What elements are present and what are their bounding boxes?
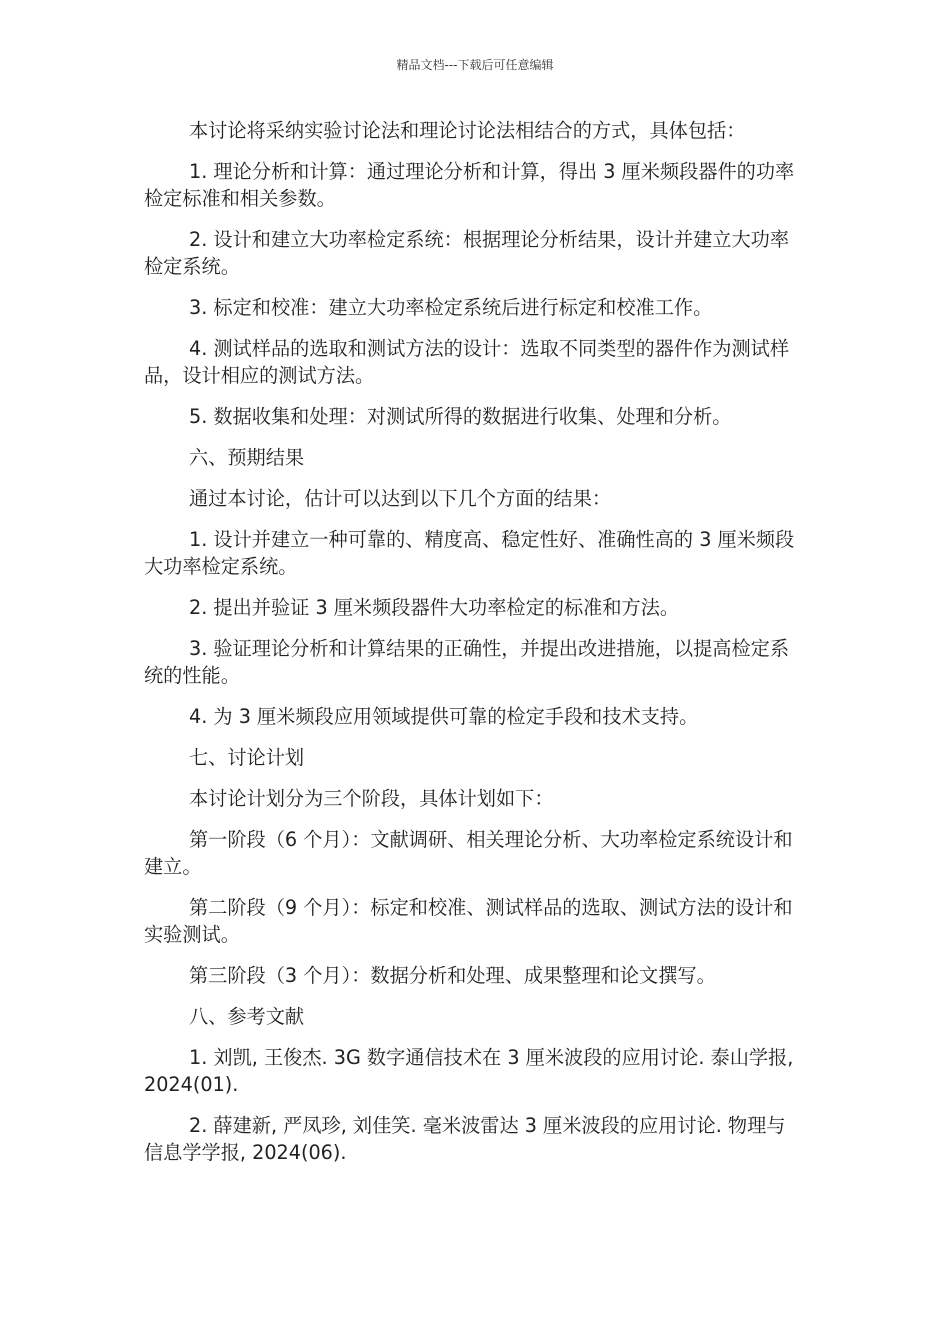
paragraph-plan-stage-1: 第一阶段（6 个月）：文献调研、相关理论分析、大功率检定系统设计和建立。 (144, 828, 793, 878)
document-body (144, 117, 804, 1180)
reference-item-2: 2. 薛建新, 严凤珍, 刘佳笑. 毫米波雷达 3 厘米波段的应用讨论. 物理与信息学学报, 2024(06). (144, 1114, 786, 1164)
paragraph-results-intro: 通过本讨论，估计可以达到以下几个方面的结果： (189, 487, 612, 510)
paragraph-result-1: 1. 设计并建立一种可靠的、精度高、稳定性好、准确性高的 3 厘米频段大功率检定系统。 (144, 528, 795, 578)
paragraph-result-3: 3. 验证理论分析和计算结果的正确性，并提出改进措施，以提高检定系统的性能。 (144, 637, 790, 687)
section-heading-plan: 七、讨论计划 (189, 746, 305, 769)
paragraph-method-1: 1. 理论分析和计算：通过理论分析和计算，得出 3 厘米频段器件的功率检定标准和相关参数。 (144, 160, 795, 210)
reference-item-1: 1. 刘凯, 王俊杰. 3G 数字通信技术在 3 厘米波段的应用讨论. 泰山学报, 2024(01). (144, 1046, 794, 1096)
paragraph-plan-intro: 本讨论计划分为三个阶段，具体计划如下： (189, 787, 554, 810)
paragraph-method-2: 2. 设计和建立大功率检定系统：根据理论分析结果，设计并建立大功率检定系统。 (144, 228, 790, 278)
section-heading-expected-results: 六、预期结果 (189, 446, 305, 469)
paragraph-plan-stage-3: 第三阶段（3 个月）：数据分析和处理、成果整理和论文撰写。 (189, 964, 716, 987)
paragraph-method-3: 3. 标定和校准：建立大功率检定系统后进行标定和校准工作。 (189, 296, 713, 319)
paragraph-method-5: 5. 数据收集和处理：对测试所得的数据进行收集、处理和分析。 (189, 405, 732, 428)
page-header: 精品文档---下载后可任意编辑 (396, 58, 554, 72)
paragraph-methods-intro: 本讨论将采纳实验讨论法和理论讨论法相结合的方式，具体包括： (189, 119, 746, 142)
section-heading-references: 八、参考文献 (189, 1005, 305, 1028)
paragraph-result-4: 4. 为 3 厘米频段应用领域提供可靠的检定手段和技术支持。 (189, 705, 699, 728)
paragraph-method-4: 4. 测试样品的选取和测试方法的设计：选取不同类型的器件作为测试样品，设计相应的测试方法。 (144, 337, 790, 387)
paragraph-result-2: 2. 提出并验证 3 厘米频段器件大功率检定的标准和方法。 (189, 596, 680, 619)
paragraph-plan-stage-2: 第二阶段（9 个月）：标定和校准、测试样品的选取、测试方法的设计和实验测试。 (144, 896, 793, 946)
